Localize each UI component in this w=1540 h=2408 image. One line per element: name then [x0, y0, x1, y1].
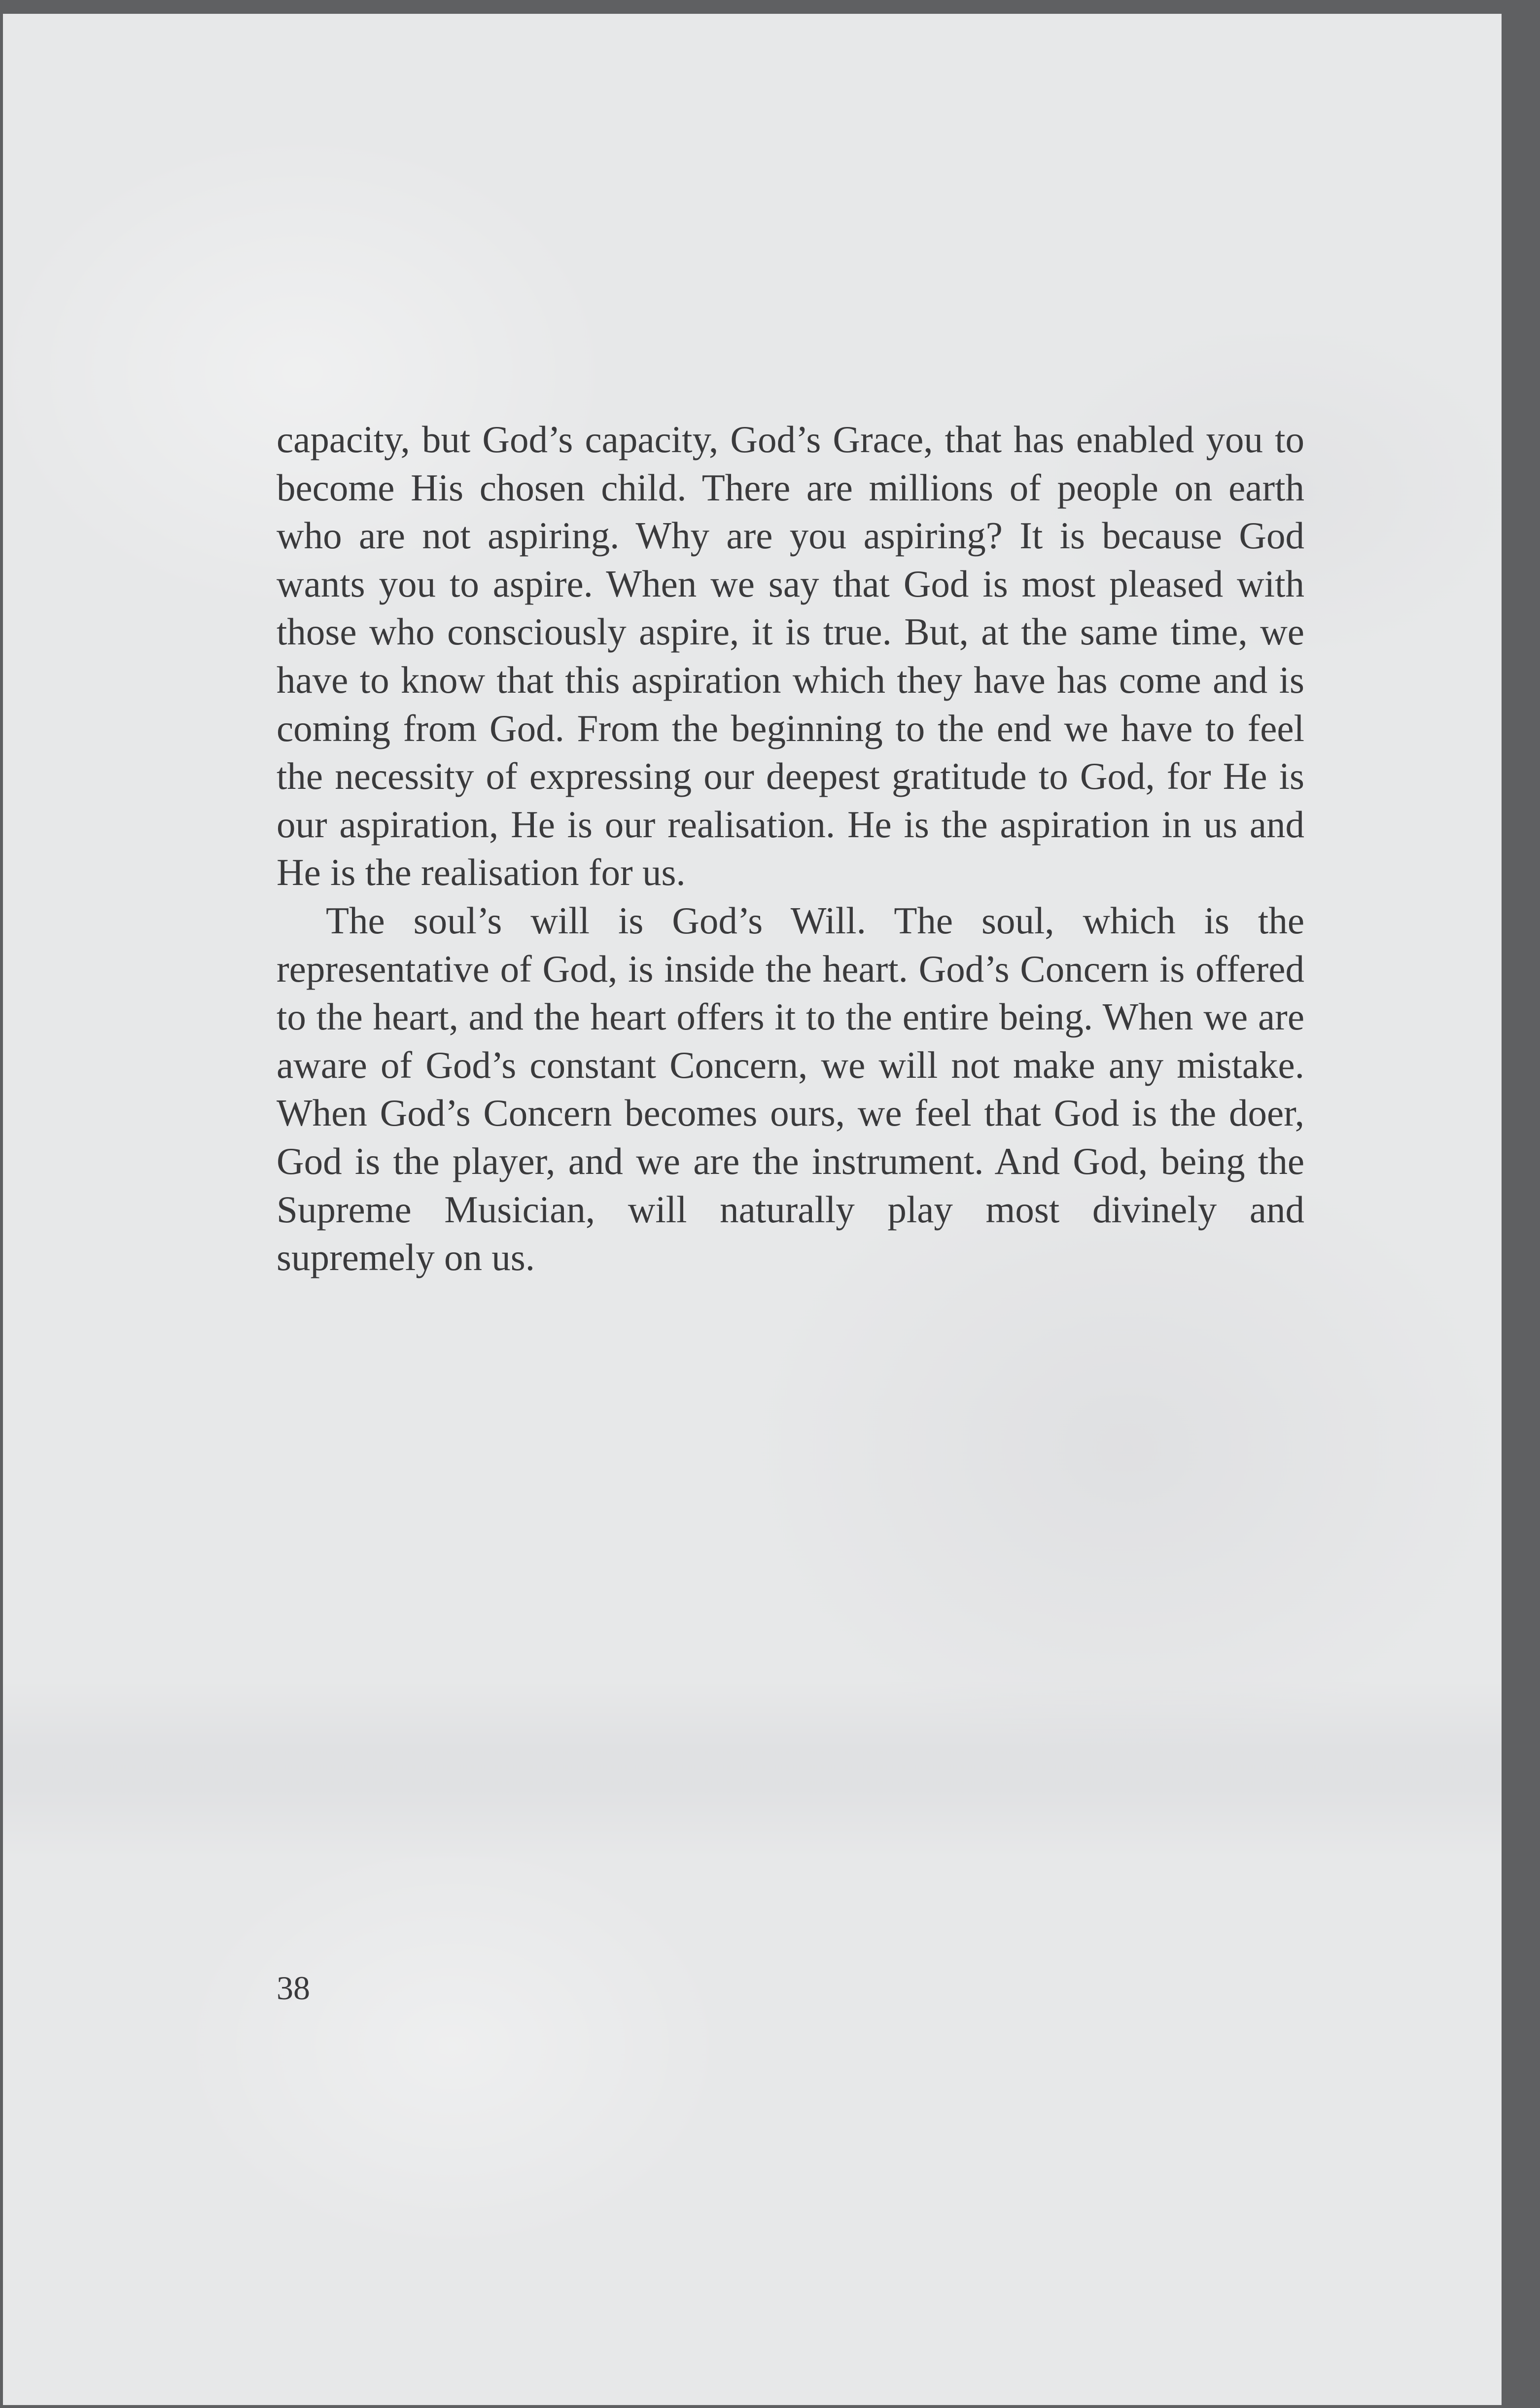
body-text: [277, 416, 1304, 1282]
book-page: [3, 14, 1502, 2405]
paragraph-1: capacity, but God’s capacity, God’s Grace, that has enabled you to become His chosen child. There are millions of people on earth who are not aspiring. Why are you aspiring? It is because God wants you to aspire. When we say that God is most pleased with those who consciously aspire, it is true. But, at the same time, we have to know that this aspiration which they have has come and is coming from God. From the beginning to the end we have to feel the necessity of expressing our deepest gratitude to God, for He is our aspiration, He is our realisation. He is the aspiration in us and He is the realisation for us.: [277, 418, 1304, 894]
page-number: 38: [277, 1969, 310, 2007]
paragraph-2: The soul’s will is God’s Will. The soul, which is the representative of God, is inside the heart. God’s Concern is offered to the heart, and the heart offers it to the entire being. When we are aware of God’s constant Concern, we will not make any mistake. When God’s Concern becomes ours, we feel that God is the doer, God is the player, and we are the instrument. And God, being the Supreme Musician, will naturally play most divinely and supremely on us.: [277, 899, 1304, 1279]
